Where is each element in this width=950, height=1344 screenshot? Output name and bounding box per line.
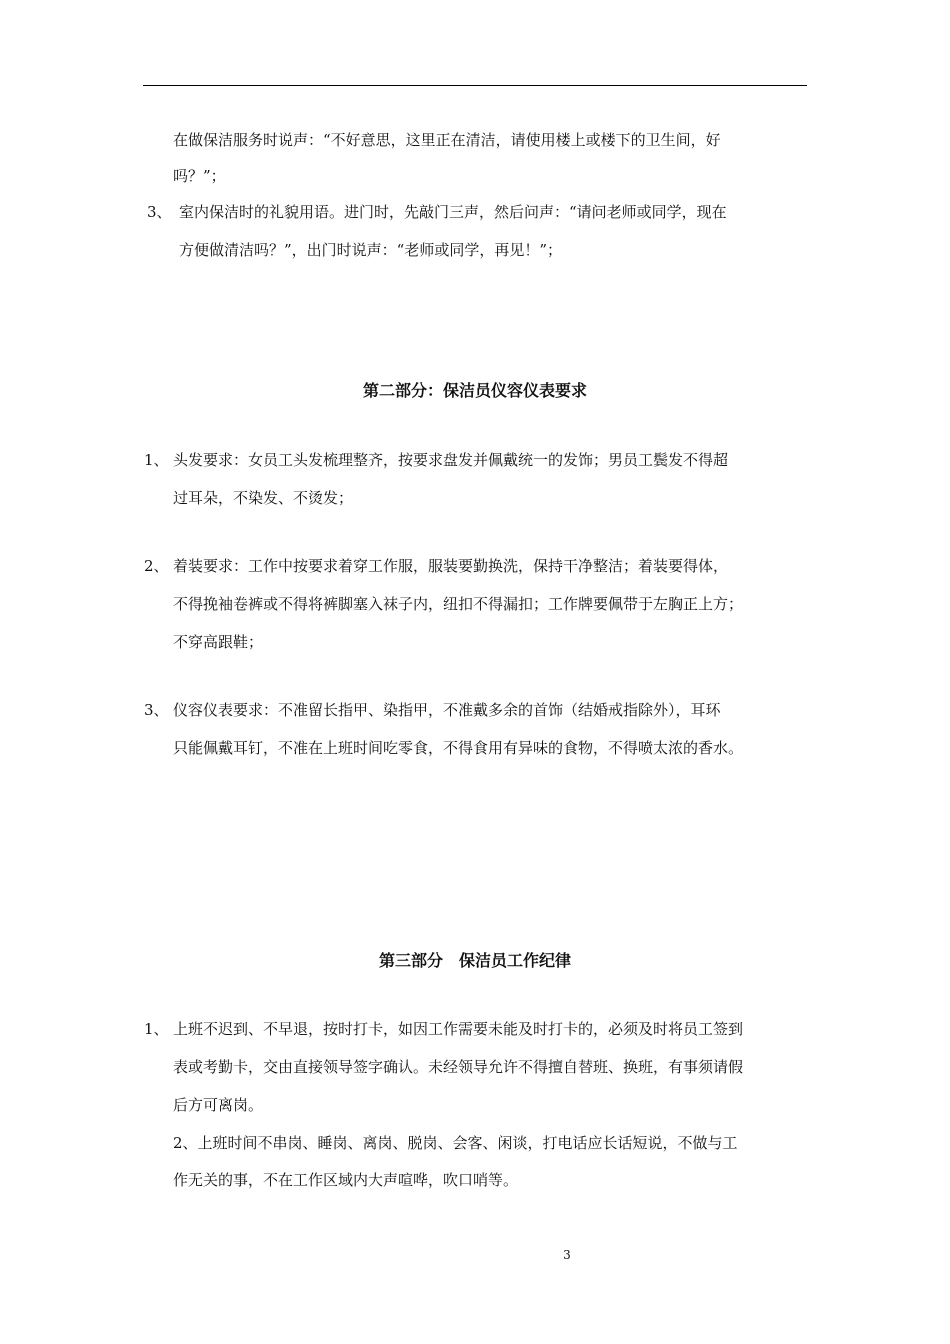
paragraph-line: 上班不迟到、不早退，按时打卡，如因工作需要未能及时打卡的，必须及时将员工签到	[173, 1020, 744, 1038]
list-item-number: 3、	[144, 701, 169, 719]
list-item-number: 3、	[147, 203, 172, 221]
paragraph-line: 方便做清洁吗？”，出门时说声：“老师或同学，再见！”；	[179, 241, 563, 259]
paragraph-line: 表或考勤卡，交由直接领导签字确认。未经领导允许不得擅自替班、换班，有事须请假	[173, 1058, 744, 1076]
paragraph-line: 2、上班时间不串岗、睡岗、离岗、脱岗、会客、闲谈，打电话应长话短说，不做与工	[173, 1134, 738, 1152]
paragraph-line: 着装要求：工作中按要求着穿工作服，服装要勤换洗，保持干净整洁；着装要得体，	[173, 557, 729, 575]
list-item-number: 1、	[144, 1020, 169, 1038]
section-heading: 第二部分：保洁员仪容仪表要求	[362, 381, 587, 400]
paragraph-line: 仪容仪表要求：不准留长指甲、染指甲，不准戴多余的首饰（结婚戒指除外），耳环	[173, 701, 721, 719]
paragraph-line: 作无关的事，不在工作区域内大声喧哗，吹口哨等。	[173, 1171, 519, 1189]
paragraph-line: 只能佩戴耳钉，不准在上班时间吃零食，不得食用有异味的食物，不得喷太浓的香水。	[173, 739, 744, 757]
paragraph-line: 不穿高跟鞋；	[173, 633, 264, 651]
paragraph-line: 头发要求：女员工头发梳理整齐，按要求盘发并佩戴统一的发饰；男员工鬓发不得超	[173, 451, 729, 469]
list-item-number: 2、	[144, 557, 169, 575]
paragraph-line: 吗？”；	[173, 167, 226, 185]
paragraph-line: 后方可离岗。	[173, 1096, 264, 1114]
section-heading: 第三部分 保洁员工作纪律	[378, 951, 571, 970]
list-item-number: 1、	[144, 451, 169, 469]
page-number: 3	[563, 1248, 571, 1262]
paragraph-line: 不得挽袖卷裤或不得将裤脚塞入袜子内，纽扣不得漏扣；工作牌要佩带于左胸正上方；	[173, 595, 744, 613]
paragraph-line: 室内保洁时的礼貌用语。进门时，先敲门三声，然后问声：“请问老师或同学，现在	[179, 203, 727, 221]
paragraph-line: 过耳朵，不染发、不烫发；	[173, 489, 354, 507]
header-rule	[143, 85, 807, 86]
paragraph-line: 在做保洁服务时说声：“不好意思，这里正在清洁，请使用楼上或楼下的卫生间，好	[173, 131, 721, 149]
